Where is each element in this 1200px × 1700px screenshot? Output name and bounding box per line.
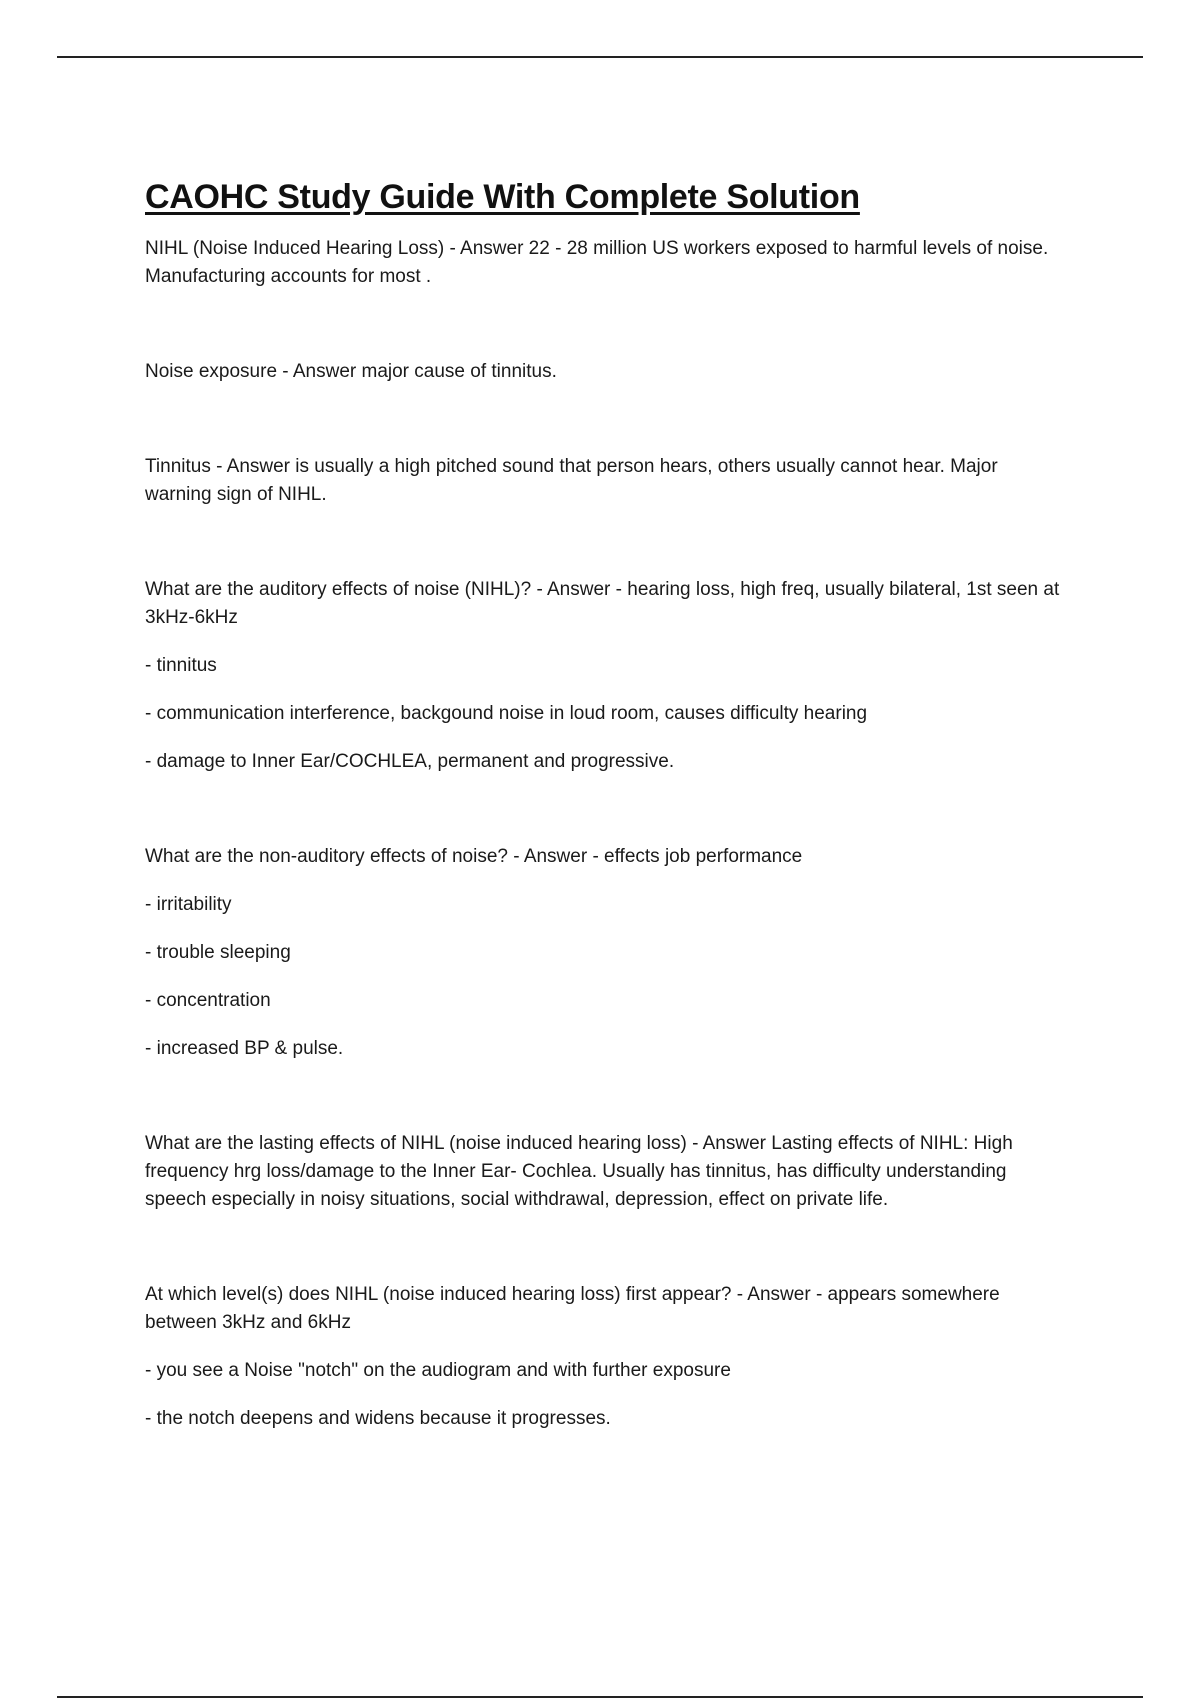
qa-bullet: - trouble sleeping xyxy=(145,942,291,963)
qa-bullet: - tinnitus xyxy=(145,655,217,676)
document-body xyxy=(145,178,1065,1500)
qa-bullet: - damage to Inner Ear/COCHLEA, permanent and progressive. xyxy=(145,751,675,772)
qa-text: What are the auditory effects of noise (NIHL)? - Answer - hearing loss, high freq, usually bilateral, 1st seen at 3kHz-6kHz xyxy=(145,579,1060,628)
qa-text: At which level(s) does NIHL (noise induced hearing loss) first appear? - Answer - appears somewhere between 3kHz and 6kHz xyxy=(145,1284,1000,1333)
qa-text: NIHL (Noise Induced Hearing Loss) - Answer 22 - 28 million US workers exposed to harmful levels of noise. Manufacturing accounts for most . xyxy=(145,238,1049,287)
page-title: CAOHC Study Guide With Complete Solution xyxy=(145,178,860,216)
qa-entry xyxy=(145,1130,1065,1214)
header-rule xyxy=(57,56,1143,58)
qa-entry xyxy=(145,843,1065,1063)
qa-bullet: - concentration xyxy=(145,990,271,1011)
qa-text: Tinnitus - Answer is usually a high pitched sound that person hears, others usually cannot hear. Major warning sign of NIHL. xyxy=(145,456,998,505)
qa-entry xyxy=(145,358,1065,386)
qa-text: Noise exposure - Answer major cause of tinnitus. xyxy=(145,361,557,382)
qa-bullet: - communication interference, backgound noise in loud room, causes difficulty hearing xyxy=(145,703,868,724)
qa-entry xyxy=(145,1281,1065,1433)
qa-bullet: - the notch deepens and widens because it progresses. xyxy=(145,1408,611,1429)
qa-entry xyxy=(145,576,1065,776)
footer-rule xyxy=(57,1696,1143,1698)
qa-bullet: - irritability xyxy=(145,894,232,915)
qa-text: What are the non-auditory effects of noise? - Answer - effects job performance xyxy=(145,846,803,867)
qa-entry xyxy=(145,235,1065,291)
qa-text: What are the lasting effects of NIHL (noise induced hearing loss) - Answer Lasting effects of NIHL: High frequency hrg loss/damage to the Inner Ear- Cochlea. Usually has tinnitus, has difficulty understanding speech especially in noisy situations, social withdrawal, depression, effect on private life. xyxy=(145,1133,1013,1210)
qa-bullet: - increased BP & pulse. xyxy=(145,1038,344,1059)
qa-entry xyxy=(145,453,1065,509)
qa-bullet: - you see a Noise "notch" on the audiogram and with further exposure xyxy=(145,1360,731,1381)
